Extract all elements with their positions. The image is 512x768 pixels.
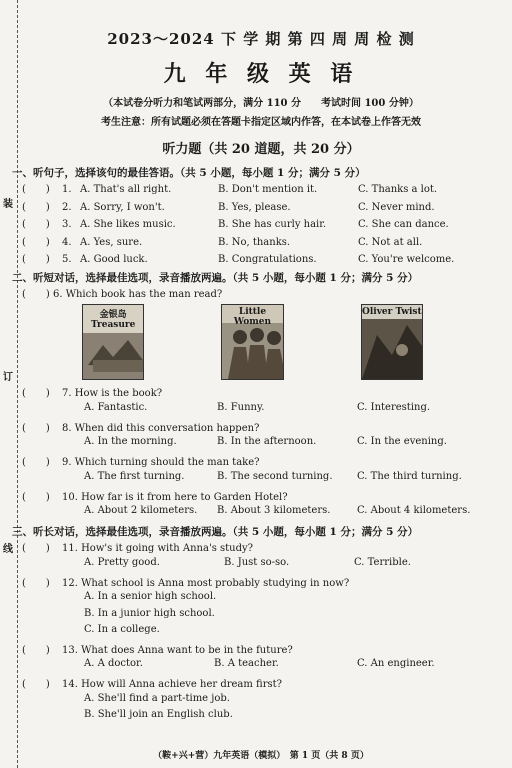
part1-questions xyxy=(22,180,500,268)
option-c: C. You're welcome. xyxy=(358,254,455,265)
binding-mark-xian: 线 xyxy=(3,544,13,555)
option-b: B. She'll join an English club. xyxy=(84,709,233,720)
option-a: A. About 2 kilometers. xyxy=(84,505,198,516)
option-c: C. The third turning. xyxy=(357,470,462,482)
option-a: A. She'll find a part-time job. xyxy=(84,692,230,704)
option-b: B. Funny. xyxy=(217,401,265,413)
page-footer: （鞍+兴+营）九年英语（模拟） 第 1 页（共 8 页） xyxy=(153,751,369,761)
option-b: B. In a junior high school. xyxy=(84,607,215,619)
book-title: 金银岛 Treasure xyxy=(90,310,136,330)
option-a: A. A doctor. xyxy=(84,658,143,669)
answer-paren: ( ) xyxy=(22,422,50,434)
question-10 xyxy=(22,488,500,523)
option-a: A. In the morning. xyxy=(84,436,177,447)
answer-paren: ( ) xyxy=(22,254,50,265)
option-b: B. She has curly hair. xyxy=(218,219,327,230)
listening-section-title: 听力题（共 20 道题，共 20 分） xyxy=(162,142,360,157)
answer-paren: ( ) xyxy=(22,577,50,589)
answer-paren: ( ) xyxy=(22,184,50,195)
option-c: C. Terrible. xyxy=(354,556,411,568)
answer-paren: ( ) xyxy=(22,543,50,554)
question-number: 3. xyxy=(62,219,72,230)
exam-page xyxy=(12,10,500,761)
option-b: B. Yes, please. xyxy=(218,201,291,213)
book-title: Little Women xyxy=(233,307,272,327)
question-number: 5. xyxy=(62,254,72,265)
question-6 xyxy=(22,285,500,303)
question-3 xyxy=(22,215,500,233)
question-9 xyxy=(22,453,500,488)
question-text: 11. How's it going with Anna's study? xyxy=(62,543,254,554)
answer-paren: ( ) xyxy=(22,457,50,468)
option-a: A. Fantastic. xyxy=(84,401,148,413)
question-5 xyxy=(22,250,500,268)
part2-title: 二、听短对话，选择最佳选项，录音播放两遍。（共 5 小题，每小题 1 分；满分 5 分） xyxy=(12,271,419,284)
answer-paren: ( ) xyxy=(22,679,50,690)
subject-title: 九 年 级 英 语 xyxy=(163,61,359,87)
answer-paren: ( ) xyxy=(22,388,50,399)
question-4 xyxy=(22,233,500,251)
option-b: B. The second turning. xyxy=(217,470,333,482)
question-text: 13. What does Anna want to be in the future? xyxy=(62,644,293,656)
question-text: 8. When did this conversation happen? xyxy=(62,422,260,434)
option-b: B. Just so-so. xyxy=(224,556,290,568)
option-c: C. In the evening. xyxy=(357,436,447,447)
option-c: C. Interesting. xyxy=(357,401,431,413)
question-13 xyxy=(22,641,500,676)
question-1 xyxy=(22,180,500,198)
answer-paren: ( ) xyxy=(22,644,50,656)
option-a: A. The first turning. xyxy=(84,470,185,482)
exam-info: （本试卷分听力和笔试两部分，满分 110 分 考试时间 100 分钟） xyxy=(103,98,419,109)
question-text: 12. What school is Anna most probably studying in now? xyxy=(62,577,350,589)
answer-paren: ( ) xyxy=(22,491,50,503)
option-b: B. No, thanks. xyxy=(218,236,291,248)
answer-paren: ( ) xyxy=(22,201,50,213)
option-a: A. Pretty good. xyxy=(84,556,160,568)
question-text: ( ) 6. Which book has the man read? xyxy=(22,288,223,300)
question-text: 7. How is the book? xyxy=(62,388,163,399)
option-c: C. In a college. xyxy=(84,624,160,635)
binding-mark-ding: 订 xyxy=(3,372,13,383)
option-b: B. Congratulations. xyxy=(218,254,317,265)
option-c: C. An engineer. xyxy=(357,658,435,669)
book-treasure-island-image xyxy=(82,304,144,380)
option-c: C. Not at all. xyxy=(358,236,423,248)
binding-line xyxy=(3,0,18,768)
option-a: A. That's all right. xyxy=(80,184,172,195)
option-a: A. In a senior high school. xyxy=(84,591,217,602)
question-number: 4. xyxy=(62,236,72,248)
question-number: 1. xyxy=(62,184,72,195)
option-c: C. Never mind. xyxy=(358,201,435,213)
option-b: B. Don't mention it. xyxy=(218,184,318,195)
book-title: Oliver Twist xyxy=(362,307,422,317)
exam-notice: 考生注意：所有试题必须在答题卡指定区域内作答，在本试卷上作答无效 xyxy=(101,117,421,128)
book-oliver-twist-image xyxy=(361,304,423,380)
option-c: C. About 4 kilometers. xyxy=(357,505,471,516)
option-c: C. Thanks a lot. xyxy=(358,184,438,195)
question-12 xyxy=(22,574,500,641)
question-2 xyxy=(22,198,500,216)
option-c: C. She can dance. xyxy=(358,219,449,230)
exam-title: 2023～2024 下 学 期 第 四 周 周 检 测 xyxy=(107,30,415,48)
question-text: 10. How far is it from here to Garden Hotel? xyxy=(62,491,288,503)
book-images xyxy=(82,304,500,384)
question-7 xyxy=(22,384,500,419)
binding-mark-zhuang: 装 xyxy=(3,199,13,210)
option-a: A. Yes, sure. xyxy=(80,236,143,248)
option-b: B. About 3 kilometers. xyxy=(217,505,331,516)
option-b: B. In the afternoon. xyxy=(217,436,317,447)
question-11 xyxy=(22,539,500,574)
option-a: A. Good luck. xyxy=(80,254,148,265)
part1-title: 一、听句子，选择该句的最佳答语。（共 5 小题，每小题 1 分；满分 5 分） xyxy=(12,167,366,179)
answer-paren: ( ) xyxy=(22,236,50,248)
part3-title: 三、听长对话，选择最佳选项，录音播放两遍。（共 5 小题，每小题 1 分；满分 5 分） xyxy=(12,526,419,538)
question-8 xyxy=(22,419,500,454)
option-a: A. Sorry, I won't. xyxy=(80,201,165,213)
option-a: A. She likes music. xyxy=(80,219,176,230)
question-text: 9. Which turning should the man take? xyxy=(62,457,260,468)
book-little-women-image xyxy=(221,304,283,380)
question-number: 2. xyxy=(62,201,72,213)
option-b: B. A teacher. xyxy=(214,658,279,669)
answer-paren: ( ) xyxy=(22,219,50,230)
question-text: 14. How will Anna achieve her dream first? xyxy=(62,679,283,690)
question-14 xyxy=(22,675,500,726)
